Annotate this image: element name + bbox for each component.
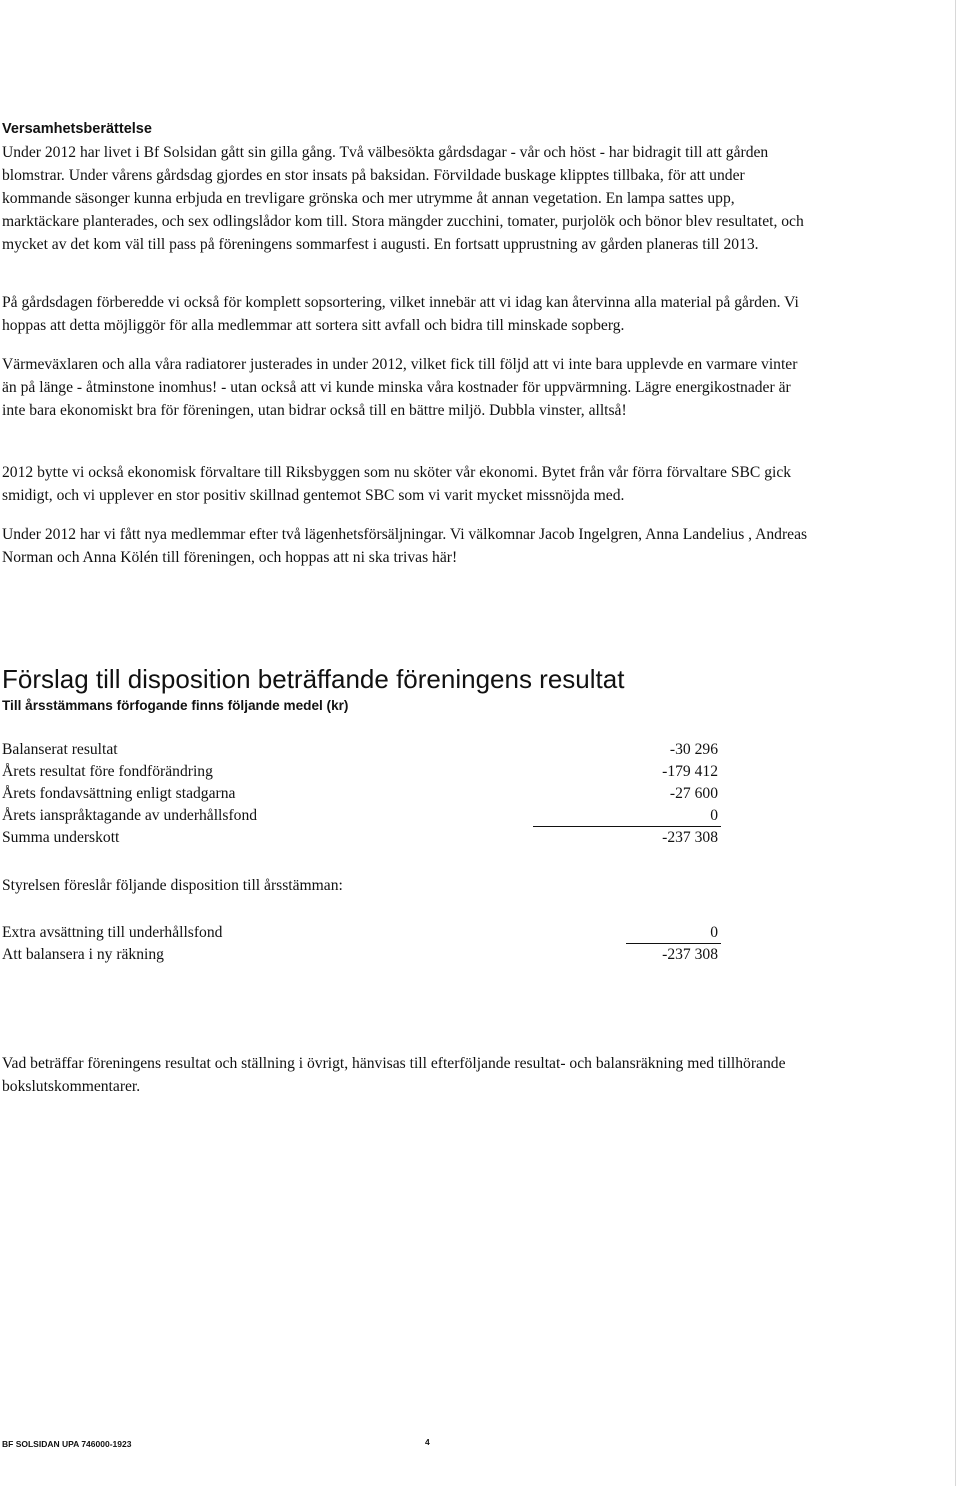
disposition-title: Förslag till disposition beträffande föreningens resultat [2,664,625,694]
paragraph-nya-medlemmar: Under 2012 har vi fått nya medlemmar efter två lägenhetsförsäljningar. Vi välkomnar Jacob Ingelgren, Anna Landelius , Andreas Norman och Anna Kölén till föreningen, och hoppas att ni ska trivas här! [2,526,808,566]
row-label: Årets resultat före fondförändring [2,763,213,780]
footer-organization: BF SOLSIDAN UPA 746000-1923 [2,1439,132,1449]
row-label: Årets ianspråktagande av underhållsfond [2,807,258,824]
table-row [2,827,718,849]
paragraph-forvaltare: 2012 bytte vi också ekonomisk förvaltare till Riksbyggen som nu sköter vår ekonomi. Bytet från vår förra förvaltare SBC gick smidigt, och vi upplever en stor positiv skillnad gentemot SBC som vi varit mycket missnöjda med. [2,464,792,504]
board-proposal-intro: Styrelsen föreslår följande disposition till årsstämman: [2,877,343,894]
row-value: -237 308 [662,829,718,846]
page-edge-line [955,0,956,1486]
row-label: Extra avsättning till underhållsfond [2,924,223,941]
table-row [2,761,718,783]
row-value: 0 [710,924,718,941]
table-row [2,739,718,761]
row-label: Balanserat resultat [2,741,118,758]
page-number: 4 [425,1437,430,1447]
paragraph-gardsdagar: Under 2012 har livet i Bf Solsidan gått sin gilla gång. Två välbesökta gårdsdagar - vår och höst - har bidragit till att gården blomstrar. Under vårens gårdsdag gjordes en stor insats på baksidan. Förvildade buskage klipptes tillbaka, för att under kommande säsonger kunna erbjuda en trevligare grönska och mer utrymme åt annan vegetation. En lampa sattes upp, marktäckare planterades, och sex odlingslådor kom till. Stora mängder zucchini, tomater, purjolök och bönor blev resultatet, och mycket av det kom väl till pass på föreningens sommarfest i augusti. En fortsatt upprustning av gården planeras till 2013. [2,144,804,253]
row-value: -237 308 [662,946,718,963]
row-label: Årets fondavsättning enligt stadgarna [2,785,236,802]
row-label: Summa underskott [2,829,120,846]
paragraph-varmevaxlare: Värmeväxlaren och alla våra radiatorer justerades in under 2012, vilket fick till följd att vi inte bara upplevde en varmare vinter än på länge - åtminstone inomhus! - utan också att vi kunde minska våra kostnader för uppvärmning. Lägre energikostnader är inte bara ekonomiskt bra för föreningen, utan bidrar också till en bättre miljö. Dubbla vinster, alltså! [2,356,798,419]
disposition-subtitle: Till årsstämmans förfogande finns följande medel (kr) [2,698,349,713]
paragraph-hanvisning: Vad beträffar föreningens resultat och ställning i övrigt, hänvisas till efterföljande resultat- och balansräkning med tillhörande bokslutskommentarer. [2,1055,786,1095]
table-row [2,805,718,827]
table-row [2,944,718,966]
table-row [2,922,718,944]
section-heading: Versamhetsberättelse [2,121,152,137]
row-value: -179 412 [662,763,718,780]
row-value: -27 600 [669,785,718,802]
row-value: -30 296 [669,741,718,758]
table-row [2,783,718,805]
paragraph-sopsortering: På gårdsdagen förberedde vi också för komplett sopsortering, vilket innebär att vi idag kan återvinna alla material på gården. Vi hoppas att detta möjliggör för alla medlemmar att sortera sitt avfall och bidra till minskade sopberg. [2,294,799,334]
row-value: 0 [710,807,718,824]
row-label: Att balansera i ny räkning [2,946,164,963]
